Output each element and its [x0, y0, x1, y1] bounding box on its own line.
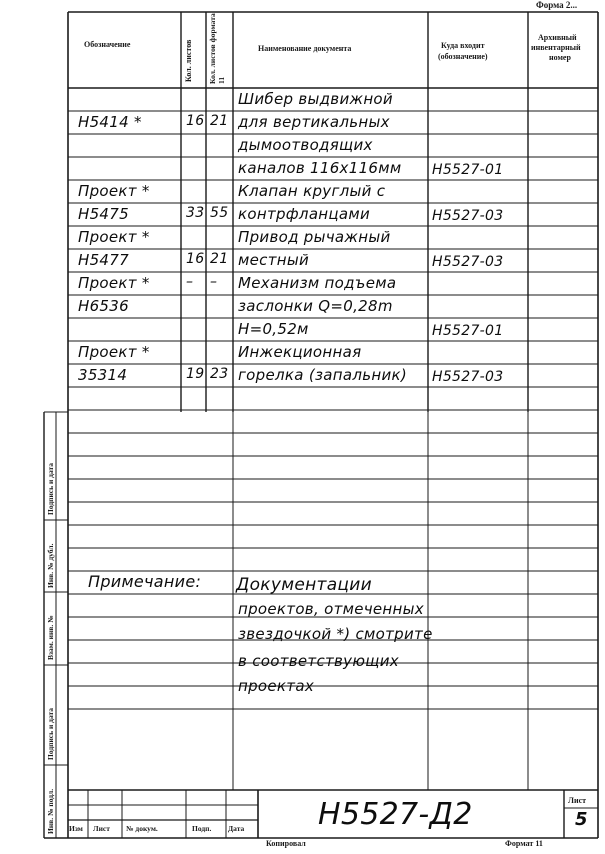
- header-where-used-sub: (обозначение): [438, 52, 488, 61]
- note-line: звездочкой *) смотрите: [238, 625, 433, 643]
- note-label: Примечание:: [88, 572, 202, 591]
- header-archive-1: Архивный: [538, 33, 577, 42]
- row-where-used: H5527-03: [432, 254, 504, 270]
- row-designation: H6536: [78, 297, 129, 315]
- title-col-izm: Изм: [69, 824, 83, 833]
- header-archive-2: инвентарный: [531, 43, 581, 52]
- side-label-sign-date-1: Подпись и дата: [46, 462, 55, 515]
- row-document-name: каналов 116x116мм: [238, 159, 402, 177]
- document-code: H5527-Д2: [318, 797, 473, 832]
- row-document-name: Клапан круглый с: [238, 182, 386, 200]
- row-document-name: Шибер выдвижной: [238, 90, 393, 108]
- note-line: в соответствующих: [238, 652, 399, 670]
- row-designation: 35314: [78, 366, 128, 384]
- sheet-number: 5: [575, 809, 588, 830]
- side-label-orig-inv: Инв. № подл.: [46, 788, 55, 834]
- row-document-name: Привод рычажный: [238, 228, 391, 246]
- row-where-used: H5527-03: [432, 369, 504, 385]
- title-col-doc: № докум.: [126, 824, 158, 833]
- header-where-used: Куда входит: [441, 41, 485, 50]
- footer-format: Формат 11: [505, 839, 543, 848]
- row-designation: H5414 *: [78, 113, 142, 131]
- header-sheets-count: Кол. листов: [184, 39, 193, 82]
- row-where-used: H5527-03: [432, 208, 504, 224]
- row-designation: Проект *: [78, 228, 150, 246]
- row-designation: Проект *: [78, 274, 150, 292]
- note-line: проектов, отмеченных: [238, 600, 424, 618]
- row-sheets-count: –: [186, 274, 194, 290]
- row-document-name: H=0,52м: [238, 320, 309, 338]
- row-sheets-format: –: [210, 274, 218, 290]
- row-sheets-format: 21: [210, 113, 229, 129]
- note-line: Документации: [236, 575, 372, 595]
- row-where-used: H5527-01: [432, 323, 504, 339]
- header-archive-3: номер: [549, 53, 571, 62]
- form-number-label: Форма 2...: [536, 0, 578, 10]
- row-sheets-count: 16: [186, 251, 205, 267]
- title-col-date: Дата: [228, 824, 245, 833]
- row-where-used: H5527-01: [432, 162, 504, 178]
- header-sheets-format: Кол. листов формата 11: [208, 13, 226, 84]
- row-sheets-count: 16: [186, 113, 205, 129]
- row-sheets-format: 55: [210, 205, 229, 221]
- row-designation: Проект *: [78, 343, 150, 361]
- row-document-name: заслонки Q=0,28m: [238, 297, 393, 315]
- title-col-sign: Подп.: [192, 824, 212, 833]
- title-col-list: Лист: [93, 824, 110, 833]
- row-document-name: дымоотводящих: [238, 136, 373, 154]
- row-document-name: Инжекционная: [238, 343, 362, 361]
- row-document-name: местный: [238, 251, 310, 269]
- row-sheets-format: 23: [210, 366, 229, 382]
- row-document-name: горелка (запальник): [238, 366, 408, 384]
- row-designation: H5475: [78, 205, 129, 223]
- side-label-sign-date-2: Подпись и дата: [46, 707, 55, 760]
- header-document-name: Наименование документа: [258, 44, 352, 53]
- row-sheets-count: 19: [186, 366, 205, 382]
- side-label-dup-inv: Инв. № дубл.: [46, 543, 55, 588]
- side-label-replace-inv: Взам. инв. №: [46, 615, 55, 660]
- row-document-name: для вертикальных: [238, 113, 390, 131]
- footer-copied: Копировал: [266, 839, 306, 848]
- row-sheets-count: 33: [186, 205, 205, 221]
- row-designation: H5477: [78, 251, 129, 269]
- sheet-label: Лист: [568, 796, 587, 805]
- row-document-name: Механизм подъема: [238, 274, 397, 292]
- row-sheets-format: 21: [210, 251, 229, 267]
- note-line: проектах: [238, 677, 315, 695]
- row-designation: Проект *: [78, 182, 150, 200]
- row-document-name: контрфланцами: [238, 205, 371, 223]
- header-designation: Обозначение: [84, 40, 131, 49]
